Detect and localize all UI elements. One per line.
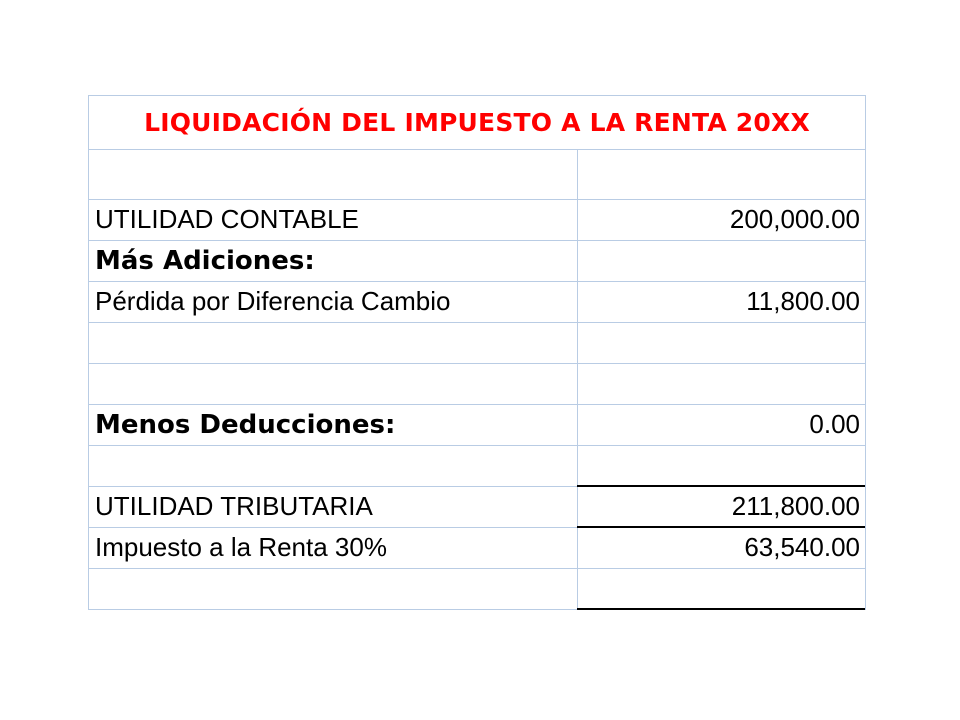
mas-adiciones-label[interactable]: Más Adiciones: xyxy=(89,240,577,281)
table-row xyxy=(89,240,865,281)
utilidad-tributaria-value[interactable]: 211,800.00 xyxy=(577,486,865,527)
row-value-cell[interactable] xyxy=(577,322,865,363)
menos-deducciones-label[interactable]: Menos Deducciones: xyxy=(89,404,577,445)
table-row xyxy=(89,568,865,609)
table-row xyxy=(89,281,865,322)
utilidad-contable-label[interactable]: UTILIDAD CONTABLE xyxy=(89,199,577,240)
perdida-diferencia-cambio-label[interactable]: Pérdida por Diferencia Cambio xyxy=(89,281,577,322)
sheet-title: LIQUIDACIÓN DEL IMPUESTO A LA RENTA 20XX xyxy=(89,96,865,150)
utilidad-contable-value[interactable]: 200,000.00 xyxy=(577,199,865,240)
row-label-cell[interactable] xyxy=(89,568,577,609)
row-value-cell[interactable] xyxy=(577,150,865,199)
row-value-cell[interactable] xyxy=(577,568,865,609)
table-row xyxy=(89,486,865,527)
row-value-cell[interactable] xyxy=(577,445,865,486)
row-label-cell[interactable] xyxy=(89,150,577,199)
menos-deducciones-value[interactable]: 0.00 xyxy=(577,404,865,445)
impuesto-renta-value[interactable]: 63,540.00 xyxy=(577,527,865,568)
utilidad-tributaria-label[interactable]: UTILIDAD TRIBUTARIA xyxy=(89,486,577,527)
table-row xyxy=(89,404,865,445)
table-row xyxy=(89,527,865,568)
table-row xyxy=(89,445,865,486)
perdida-diferencia-cambio-value[interactable]: 11,800.00 xyxy=(577,281,865,322)
row-value-cell[interactable] xyxy=(577,363,865,404)
impuesto-renta-label[interactable]: Impuesto a la Renta 30% xyxy=(89,527,577,568)
table-row xyxy=(89,150,865,199)
liquidation-table xyxy=(89,150,865,610)
row-label-cell[interactable] xyxy=(89,322,577,363)
row-label-cell[interactable] xyxy=(89,363,577,404)
row-label-cell[interactable] xyxy=(89,445,577,486)
table-row xyxy=(89,322,865,363)
table-row xyxy=(89,363,865,404)
mas-adiciones-value[interactable] xyxy=(577,240,865,281)
tax-liquidation-sheet xyxy=(88,95,866,610)
table-row xyxy=(89,199,865,240)
